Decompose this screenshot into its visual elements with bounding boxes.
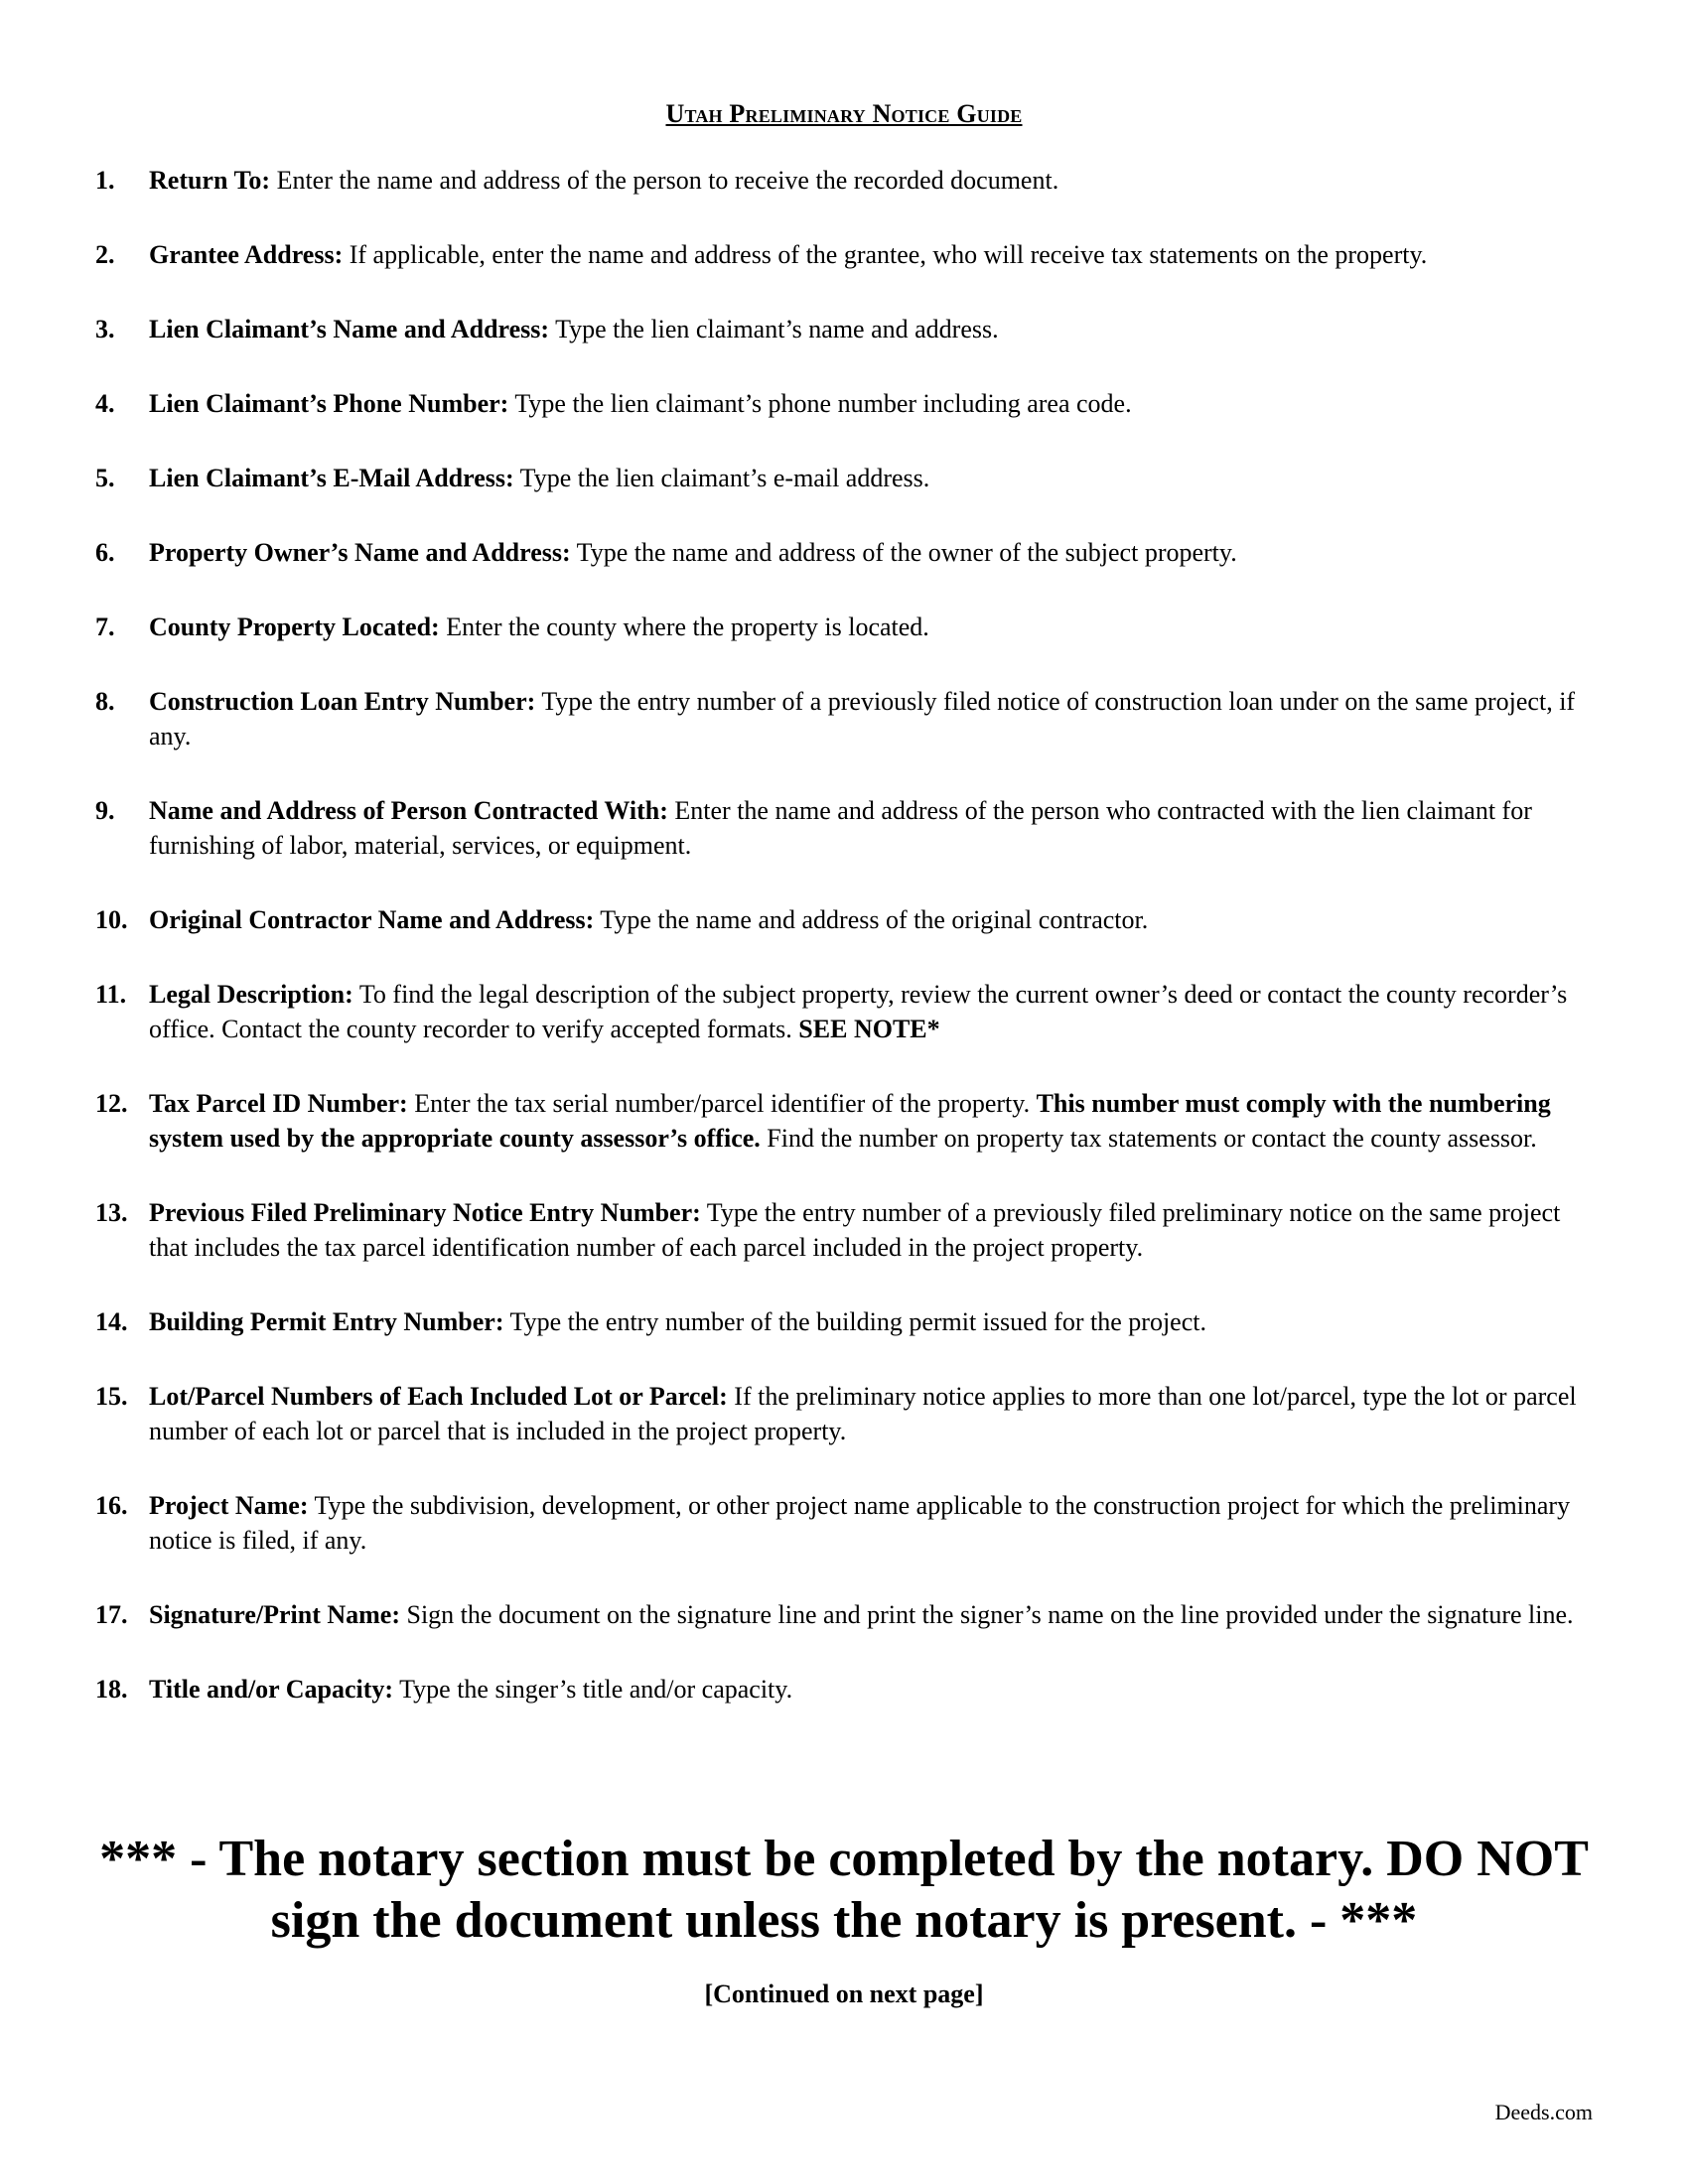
instruction-list (95, 163, 1595, 1746)
item-label: Construction Loan Entry Number: (149, 687, 536, 716)
item-label: County Property Located: (149, 613, 440, 641)
item-text: Type the entry number of a previously filed preliminary notice on the same project that includes the tax parcel identification number of each parcel included in the project property. (149, 1198, 1561, 1262)
item-label: Title and/or Capacity: (149, 1675, 394, 1704)
item-label: Grantee Address: (149, 240, 344, 269)
list-item (95, 461, 1595, 495)
item-number: 1. (95, 166, 115, 195)
list-item (95, 163, 1595, 198)
list-item (95, 610, 1595, 644)
item-number: 4. (95, 389, 115, 418)
item-label: Legal Description: (149, 980, 353, 1009)
item-number: 17. (95, 1600, 128, 1629)
item-text: Type the lien claimant’s e-mail address. (513, 464, 930, 492)
item-label: Building Permit Entry Number: (149, 1307, 504, 1336)
item-number: 15. (95, 1382, 128, 1411)
footer-brand: Deeds.com (1494, 2100, 1593, 2124)
list-item (95, 977, 1595, 1046)
item-label: Lot/Parcel Numbers of Each Included Lot or Parcel: (149, 1382, 728, 1411)
item-text: Type the entry number of the building permit issued for the project. (503, 1307, 1206, 1336)
item-number: 12. (95, 1089, 128, 1118)
list-item (95, 312, 1595, 346)
item-label: Lien Claimant’s Phone Number: (149, 389, 509, 418)
continued-note: [Continued on next page] (704, 1979, 984, 2008)
item-label: Lien Claimant’s Name and Address: (149, 315, 550, 343)
list-item (95, 1488, 1595, 1558)
item-number: 5. (95, 464, 115, 492)
item-text: Enter the county where the property is located. (439, 613, 929, 641)
item-number: 8. (95, 687, 115, 716)
item-text: If applicable, enter the name and address of the grantee, who will receive tax statements on the property. (343, 240, 1428, 269)
item-label: Lien Claimant’s E-Mail Address: (149, 464, 514, 492)
item-label: Tax Parcel ID Number: (149, 1089, 408, 1118)
item-text: To find the legal description of the subject property, review the current owner’s deed or contact the county recorder’s office. Contact the county recorder to verify accepted formats. (149, 980, 1568, 1043)
list-item (95, 1379, 1595, 1448)
item-label: Property Owner’s Name and Address: (149, 538, 571, 567)
item-label: Return To: (149, 166, 271, 195)
page-title: Utah Preliminary Notice Guide (665, 99, 1023, 128)
see-note-emphasis: SEE NOTE* (798, 1015, 940, 1043)
item-text: Enter the tax serial number/parcel identifier of the property. (407, 1089, 1037, 1118)
item-text: Type the entry number of a previously filed notice of construction loan under on the same project, if any. (149, 687, 1576, 751)
item-text: Type the name and address of the owner of the subject property. (570, 538, 1237, 567)
list-item (95, 386, 1595, 421)
item-label: Name and Address of Person Contracted With: (149, 796, 668, 825)
notary-warning: *** - The notary section must be completed by the notary. DO NOT sign the document unless the notary is present. - *** (99, 1831, 1589, 1949)
item-number: 7. (95, 613, 115, 641)
item-number: 16. (95, 1491, 128, 1520)
list-item (95, 1304, 1595, 1339)
item-label: Signature/Print Name: (149, 1600, 400, 1629)
list-item (95, 902, 1595, 937)
item-text: If the preliminary notice applies to more than one lot/parcel, type the lot or parcel number of each lot or parcel that is included in the project property. (149, 1382, 1577, 1445)
item-number: 18. (95, 1675, 128, 1704)
item-number: 6. (95, 538, 115, 567)
item-text: Type the subdivision, development, or other project name applicable to the construction project for which the preliminary notice is filed, if any. (149, 1491, 1571, 1555)
item-number: 14. (95, 1307, 128, 1336)
item-number: 2. (95, 240, 115, 269)
item-text: Type the lien claimant’s phone number including area code. (508, 389, 1132, 418)
item-text: Type the singer’s title and/or capacity. (393, 1675, 793, 1704)
item-number: 11. (95, 980, 127, 1009)
item-label: Previous Filed Preliminary Notice Entry Number: (149, 1198, 701, 1227)
list-item (95, 237, 1595, 272)
item-label: Original Contractor Name and Address: (149, 905, 595, 934)
list-item (95, 1086, 1595, 1156)
list-item (95, 684, 1595, 753)
item-text: Type the lien claimant’s name and address. (549, 315, 999, 343)
item-text-after: Find the number on property tax statements or contact the county assessor. (760, 1124, 1537, 1153)
item-number: 3. (95, 315, 115, 343)
item-number: 10. (95, 905, 128, 934)
item-number: 9. (95, 796, 115, 825)
list-item (95, 793, 1595, 863)
item-number: 13. (95, 1198, 128, 1227)
list-item (95, 1597, 1595, 1632)
item-text: Type the name and address of the original contractor. (594, 905, 1149, 934)
compliance-emphasis: This number must comply with the numbering system used by the appropriate county assessor’s office. (149, 1089, 1551, 1153)
list-item (95, 535, 1595, 570)
item-text: Sign the document on the signature line and print the signer’s name on the line provided under the signature line. (400, 1600, 1574, 1629)
item-text: Enter the name and address of the person who contracted with the lien claimant for furnishing of labor, material, services, or equipment. (149, 796, 1532, 860)
item-label: Project Name: (149, 1491, 309, 1520)
list-item (95, 1672, 1595, 1706)
item-text: Enter the name and address of the person to receive the recorded document. (270, 166, 1059, 195)
list-item (95, 1195, 1595, 1265)
